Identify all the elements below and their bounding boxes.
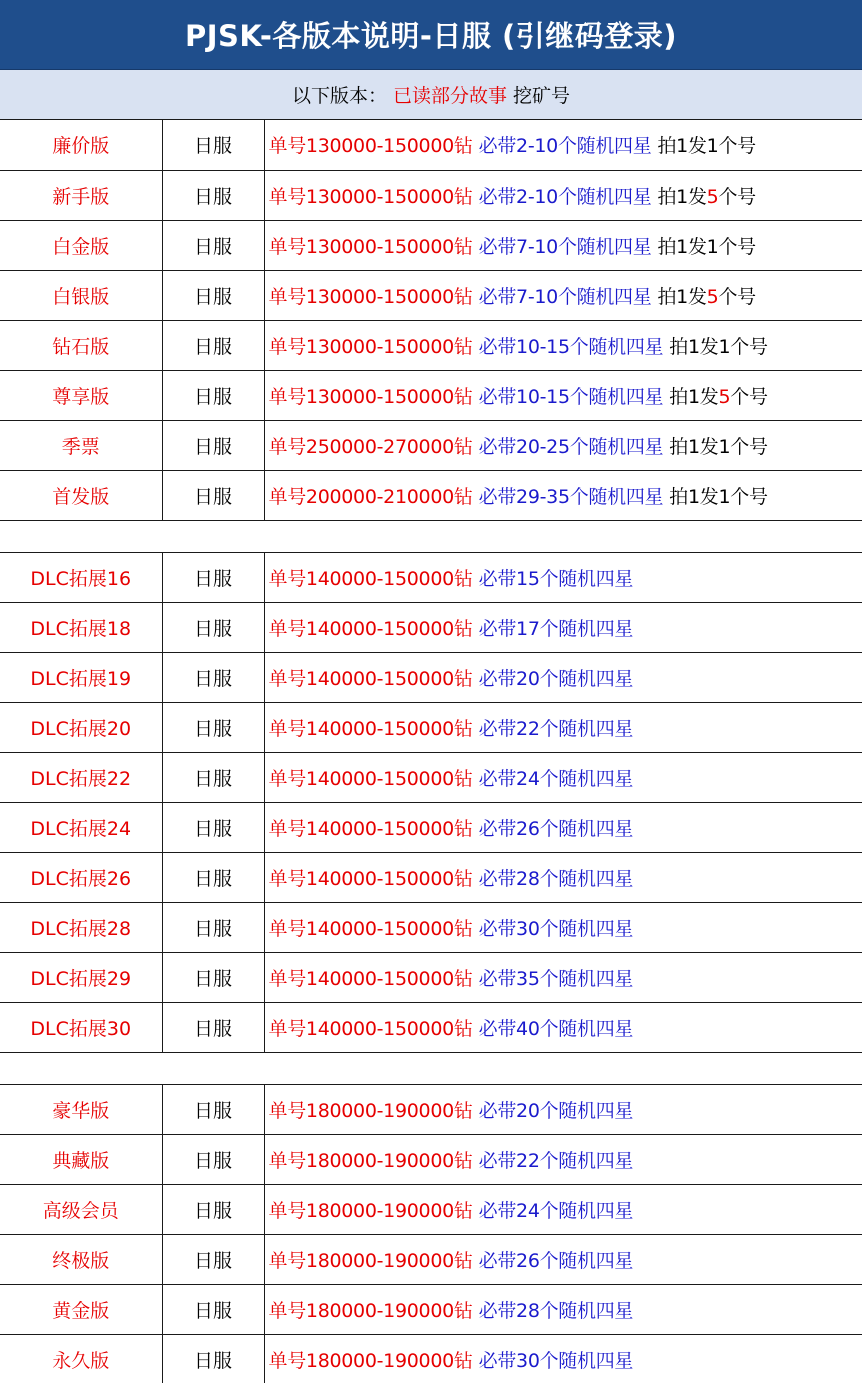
delivery-note — [669, 386, 767, 408]
four-star-guarantee: 必带22个随机四星 — [478, 717, 634, 740]
table-row — [0, 1002, 862, 1052]
server-region: 日服 — [162, 952, 264, 1002]
server-region: 日服 — [162, 120, 264, 170]
delivery-count: 1 — [718, 485, 731, 508]
table-row — [0, 120, 862, 170]
table-row — [0, 220, 862, 270]
version-description — [264, 1002, 862, 1052]
version-name: 首发版 — [0, 470, 162, 520]
four-star-guarantee: 必带29-35个随机四星 — [478, 485, 664, 508]
delivery-note — [669, 486, 767, 508]
diamond-range: 单号180000-190000钻 — [268, 1199, 473, 1222]
server-region: 日服 — [162, 370, 264, 420]
version-description — [264, 1334, 862, 1383]
version-description — [264, 170, 862, 220]
delivery-suffix: 个号 — [730, 335, 768, 358]
diamond-range: 单号180000-190000钻 — [268, 1349, 473, 1372]
version-table-body — [0, 120, 862, 1383]
delivery-suffix: 个号 — [718, 185, 756, 208]
version-name: 典藏版 — [0, 1134, 162, 1184]
four-star-guarantee: 必带28个随机四星 — [478, 867, 634, 890]
delivery-suffix: 个号 — [730, 485, 768, 508]
delivery-prefix: 拍1发 — [657, 285, 707, 308]
version-name: 永久版 — [0, 1334, 162, 1383]
table-row — [0, 320, 862, 370]
four-star-guarantee: 必带17个随机四星 — [478, 617, 634, 640]
version-name: 豪华版 — [0, 1084, 162, 1134]
diamond-range: 单号140000-150000钻 — [268, 667, 473, 690]
delivery-note — [669, 436, 767, 458]
notice-prefix: 以下版本： — [291, 85, 387, 107]
version-description — [264, 470, 862, 520]
table-row — [0, 1284, 862, 1334]
four-star-guarantee: 必带28个随机四星 — [478, 1299, 634, 1322]
delivery-suffix: 个号 — [718, 235, 756, 258]
version-name: 季票 — [0, 420, 162, 470]
server-region: 日服 — [162, 702, 264, 752]
server-region: 日服 — [162, 802, 264, 852]
server-region: 日服 — [162, 902, 264, 952]
version-description — [264, 420, 862, 470]
server-region: 日服 — [162, 270, 264, 320]
table-row — [0, 652, 862, 702]
diamond-range: 单号130000-150000钻 — [268, 285, 473, 308]
section-spacer — [0, 1052, 862, 1084]
version-description — [264, 652, 862, 702]
four-star-guarantee: 必带15个随机四星 — [478, 567, 634, 590]
four-star-guarantee: 必带30个随机四星 — [478, 1349, 634, 1372]
table-row — [0, 370, 862, 420]
version-name: DLC拓展29 — [0, 952, 162, 1002]
four-star-guarantee: 必带24个随机四星 — [478, 767, 634, 790]
diamond-range: 单号130000-150000钻 — [268, 235, 473, 258]
notice-bar — [0, 70, 862, 120]
delivery-prefix: 拍1发 — [657, 135, 707, 158]
diamond-range: 单号140000-150000钻 — [268, 817, 473, 840]
four-star-guarantee: 必带20个随机四星 — [478, 667, 634, 690]
table-row — [0, 802, 862, 852]
diamond-range: 单号180000-190000钻 — [268, 1099, 473, 1122]
delivery-count: 5 — [706, 185, 719, 208]
delivery-note — [657, 286, 755, 308]
table-row — [0, 420, 862, 470]
four-star-guarantee: 必带24个随机四星 — [478, 1199, 634, 1222]
version-name: DLC拓展20 — [0, 702, 162, 752]
version-name: DLC拓展18 — [0, 602, 162, 652]
version-name: DLC拓展30 — [0, 1002, 162, 1052]
server-region: 日服 — [162, 552, 264, 602]
four-star-guarantee: 必带26个随机四星 — [478, 1249, 634, 1272]
delivery-count: 5 — [718, 385, 731, 408]
server-region: 日服 — [162, 1134, 264, 1184]
delivery-count: 1 — [706, 235, 719, 258]
delivery-prefix: 拍1发 — [669, 335, 719, 358]
diamond-range: 单号140000-150000钻 — [268, 717, 473, 740]
delivery-note — [669, 336, 767, 358]
table-row — [0, 902, 862, 952]
server-region: 日服 — [162, 470, 264, 520]
server-region: 日服 — [162, 420, 264, 470]
version-description — [264, 1134, 862, 1184]
version-description — [264, 120, 862, 170]
four-star-guarantee: 必带40个随机四星 — [478, 1017, 634, 1040]
delivery-count: 5 — [706, 285, 719, 308]
diamond-range: 单号140000-150000钻 — [268, 617, 473, 640]
four-star-guarantee: 必带7-10个随机四星 — [478, 285, 652, 308]
diamond-range: 单号180000-190000钻 — [268, 1149, 473, 1172]
version-name: 尊享版 — [0, 370, 162, 420]
server-region: 日服 — [162, 752, 264, 802]
delivery-note — [657, 236, 755, 258]
table-row — [0, 270, 862, 320]
version-description — [264, 220, 862, 270]
version-description — [264, 1084, 862, 1134]
version-name: 黄金版 — [0, 1284, 162, 1334]
four-star-guarantee: 必带35个随机四星 — [478, 967, 634, 990]
version-name: DLC拓展16 — [0, 552, 162, 602]
version-name: DLC拓展22 — [0, 752, 162, 802]
version-name: DLC拓展24 — [0, 802, 162, 852]
page-title — [0, 0, 862, 70]
table-row — [0, 1184, 862, 1234]
page-title-text: PJSK-各版本说明-日服 (引继码登录) — [184, 19, 678, 53]
server-region: 日服 — [162, 652, 264, 702]
version-table — [0, 120, 862, 1383]
delivery-count: 1 — [718, 335, 731, 358]
delivery-count: 1 — [706, 135, 719, 158]
version-description — [264, 902, 862, 952]
diamond-range: 单号130000-150000钻 — [268, 185, 473, 208]
version-description — [264, 802, 862, 852]
table-row — [0, 702, 862, 752]
version-description — [264, 702, 862, 752]
version-description — [264, 952, 862, 1002]
four-star-guarantee: 必带26个随机四星 — [478, 817, 634, 840]
four-star-guarantee: 必带2-10个随机四星 — [478, 135, 652, 158]
section-spacer-cell — [0, 1052, 862, 1084]
version-name: 新手版 — [0, 170, 162, 220]
server-region: 日服 — [162, 1184, 264, 1234]
version-name: 钻石版 — [0, 320, 162, 370]
diamond-range: 单号140000-150000钻 — [268, 567, 473, 590]
version-description — [264, 752, 862, 802]
diamond-range: 单号140000-150000钻 — [268, 1017, 473, 1040]
version-name: 终极版 — [0, 1234, 162, 1284]
diamond-range: 单号140000-150000钻 — [268, 767, 473, 790]
version-name: 高级会员 — [0, 1184, 162, 1234]
diamond-range: 单号140000-150000钻 — [268, 967, 473, 990]
four-star-guarantee: 必带10-15个随机四星 — [478, 335, 664, 358]
server-region: 日服 — [162, 1334, 264, 1383]
version-name: DLC拓展28 — [0, 902, 162, 952]
notice-suffix: 挖矿号 — [513, 85, 571, 107]
version-description — [264, 270, 862, 320]
table-row — [0, 552, 862, 602]
diamond-range: 单号180000-190000钻 — [268, 1249, 473, 1272]
four-star-guarantee: 必带22个随机四星 — [478, 1149, 634, 1172]
delivery-suffix: 个号 — [730, 435, 768, 458]
version-description — [264, 370, 862, 420]
delivery-suffix: 个号 — [718, 135, 756, 158]
table-row — [0, 170, 862, 220]
delivery-prefix: 拍1发 — [669, 385, 719, 408]
server-region: 日服 — [162, 1234, 264, 1284]
server-region: 日服 — [162, 602, 264, 652]
server-region: 日服 — [162, 220, 264, 270]
table-row — [0, 1134, 862, 1184]
four-star-guarantee: 必带20个随机四星 — [478, 1099, 634, 1122]
version-name: 廉价版 — [0, 120, 162, 170]
server-region: 日服 — [162, 170, 264, 220]
server-region: 日服 — [162, 852, 264, 902]
delivery-prefix: 拍1发 — [669, 485, 719, 508]
diamond-range: 单号180000-190000钻 — [268, 1299, 473, 1322]
diamond-range: 单号200000-210000钻 — [268, 485, 473, 508]
table-row — [0, 752, 862, 802]
diamond-range: 单号130000-150000钻 — [268, 135, 473, 158]
diamond-range: 单号140000-150000钻 — [268, 917, 473, 940]
delivery-note — [657, 135, 755, 157]
diamond-range: 单号250000-270000钻 — [268, 435, 473, 458]
four-star-guarantee: 必带7-10个随机四星 — [478, 235, 652, 258]
table-row — [0, 602, 862, 652]
version-description — [264, 602, 862, 652]
diamond-range: 单号140000-150000钻 — [268, 867, 473, 890]
section-spacer — [0, 520, 862, 552]
version-description — [264, 552, 862, 602]
server-region: 日服 — [162, 1284, 264, 1334]
section-spacer-cell — [0, 520, 862, 552]
delivery-count: 1 — [718, 435, 731, 458]
server-region: 日服 — [162, 1002, 264, 1052]
version-name: DLC拓展19 — [0, 652, 162, 702]
diamond-range: 单号130000-150000钻 — [268, 385, 473, 408]
table-row — [0, 852, 862, 902]
delivery-note — [657, 186, 755, 208]
four-star-guarantee: 必带30个随机四星 — [478, 917, 634, 940]
table-row — [0, 470, 862, 520]
version-description — [264, 1184, 862, 1234]
diamond-range: 单号130000-150000钻 — [268, 335, 473, 358]
notice-highlight: 已读部分故事 — [392, 85, 507, 107]
version-name: DLC拓展26 — [0, 852, 162, 902]
delivery-prefix: 拍1发 — [657, 185, 707, 208]
table-row — [0, 952, 862, 1002]
table-row — [0, 1084, 862, 1134]
four-star-guarantee: 必带10-15个随机四星 — [478, 385, 664, 408]
four-star-guarantee: 必带2-10个随机四星 — [478, 185, 652, 208]
server-region: 日服 — [162, 1084, 264, 1134]
delivery-prefix: 拍1发 — [657, 235, 707, 258]
version-description — [264, 320, 862, 370]
delivery-suffix: 个号 — [718, 285, 756, 308]
server-region: 日服 — [162, 320, 264, 370]
version-description — [264, 852, 862, 902]
delivery-suffix: 个号 — [730, 385, 768, 408]
version-name: 白银版 — [0, 270, 162, 320]
version-description — [264, 1234, 862, 1284]
version-description — [264, 1284, 862, 1334]
table-row — [0, 1334, 862, 1383]
table-row — [0, 1234, 862, 1284]
version-name: 白金版 — [0, 220, 162, 270]
delivery-prefix: 拍1发 — [669, 435, 719, 458]
four-star-guarantee: 必带20-25个随机四星 — [478, 435, 664, 458]
